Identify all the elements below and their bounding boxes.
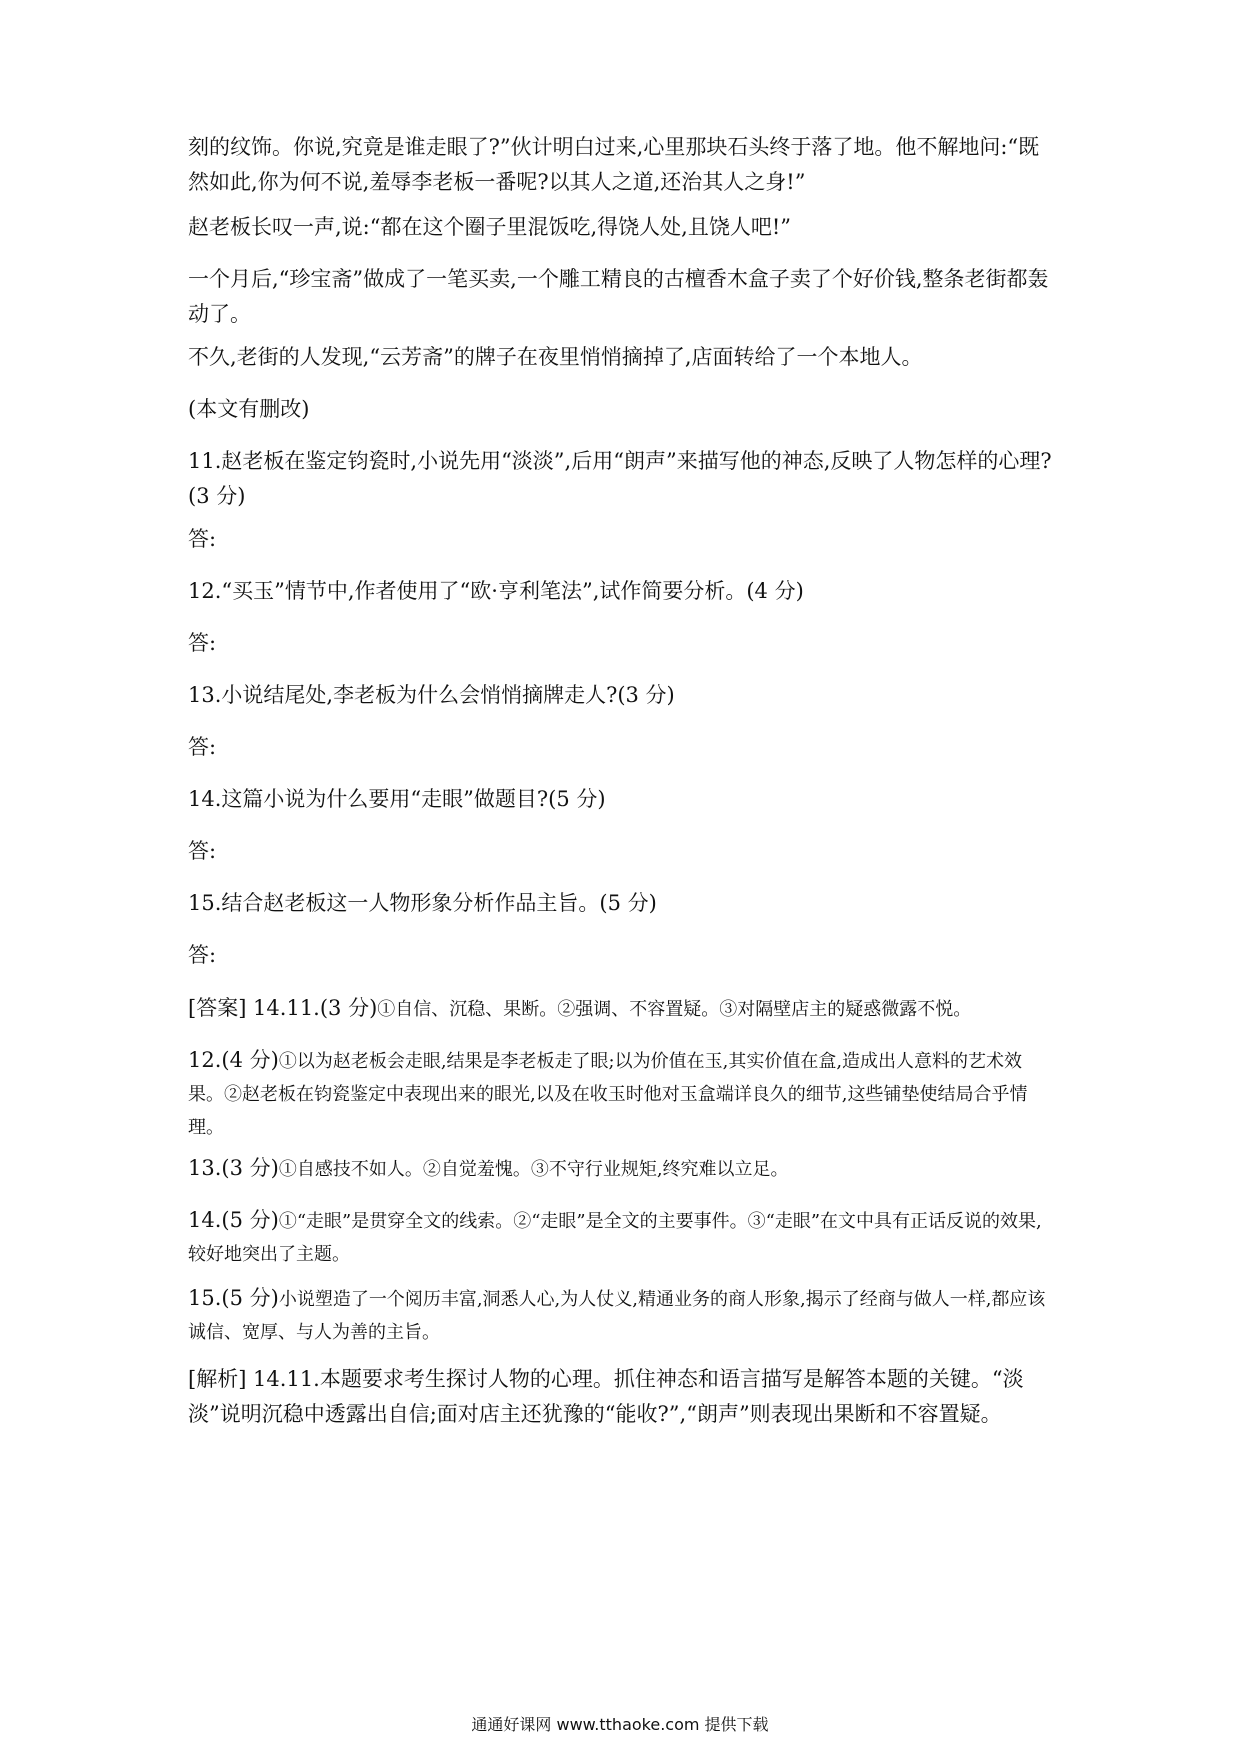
question-12: 12.“买玉”情节中,作者使用了“欧·亨利笔法”,试作简要分析。(4 分) [188, 579, 804, 603]
answer-13-body: ①自感技不如人。②自觉羞愧。③不守行业规矩,终究难以立足。 [278, 1159, 789, 1180]
answer-13-lead: 13.(3 分) [188, 1156, 279, 1180]
answer-label-12: 答: [188, 631, 217, 655]
answer-15-body: 小说塑造了一个阅历丰富,洞悉人心,为人仗义,精通业务的商人形象,揭示了经商与做人一样,都应该诚信、宽厚、与人为善的主旨。 [188, 1289, 1046, 1343]
answer-13 [188, 1152, 1058, 1186]
analysis-paragraph: [解析] 14.11.本题要求考生探讨人物的心理。抓住神态和语言描写是解答本题的关键。“淡淡”说明沉稳中透露出自信;面对店主还犹豫的“能收?”,“朗声”则表现出果断和不容置疑。 [188, 1367, 1024, 1426]
answer-14-lead: 14.(5 分) [188, 1208, 279, 1232]
answer-label-15: 答: [188, 943, 217, 967]
answer-label-13: 答: [188, 735, 217, 759]
answer-11-lead: [答案] 14.11.(3 分) [188, 996, 378, 1020]
question-15: 15.结合赵老板这一人物形象分析作品主旨。(5 分) [188, 891, 657, 915]
answer-12-body: ①以为赵老板会走眼,结果是李老板走了眼;以为价值在玉,其实价值在盒,造成出人意料的艺术效果。②赵老板在钧瓷鉴定中表现出来的眼光,以及在收玉时他对玉盒端详良久的细节,这些铺垫使结局合乎情理。 [188, 1051, 1028, 1138]
story-paragraph-1: 刻的纹饰。你说,究竟是谁走眼了?”伙计明白过来,心里那块石头终于落了地。他不解地问:“既然如此,你为何不说,羞辱李老板一番呢?以其人之道,还治其人之身!” [188, 135, 1040, 194]
answer-15 [188, 1282, 1058, 1349]
answer-label-11: 答: [188, 527, 217, 551]
answer-11-body: ①自信、沉稳、果断。②强调、不容置疑。③对隔壁店主的疑惑微露不悦。 [377, 999, 972, 1020]
answer-12-lead: 12.(4 分) [188, 1048, 279, 1072]
question-11: 11.赵老板在鉴定钧瓷时,小说先用“淡淡”,后用“朗声”来描写他的神态,反映了人物怎样的心理?(3 分) [188, 449, 1052, 508]
answer-12 [188, 1044, 1058, 1144]
source-note: (本文有删改) [188, 397, 310, 421]
question-13: 13.小说结尾处,李老板为什么会悄悄摘牌走人?(3 分) [188, 683, 675, 707]
answer-11 [188, 992, 1058, 1026]
question-14: 14.这篇小说为什么要用“走眼”做题目?(5 分) [188, 787, 606, 811]
answer-14-body: ①“走眼”是贯穿全文的线索。②“走眼”是全文的主要事件。③“走眼”在文中具有正话反说的效果,较好地突出了主题。 [188, 1211, 1042, 1265]
story-paragraph-3: 一个月后,“珍宝斋”做成了一笔买卖,一个雕工精良的古檀香木盒子卖了个好价钱,整条老街都轰动了。 [188, 267, 1049, 326]
story-paragraph-2: 赵老板长叹一声,说:“都在这个圈子里混饭吃,得饶人处,且饶人吧!” [188, 215, 792, 239]
story-paragraph-4: 不久,老街的人发现,“云芳斋”的牌子在夜里悄悄摘掉了,店面转给了一个本地人。 [188, 345, 923, 369]
page-footer: 通通好课网 www.tthaoke.com 提供下载 [471, 1715, 769, 1734]
answer-label-14: 答: [188, 839, 217, 863]
answer-14 [188, 1204, 1058, 1271]
answer-15-lead: 15.(5 分) [188, 1286, 279, 1310]
